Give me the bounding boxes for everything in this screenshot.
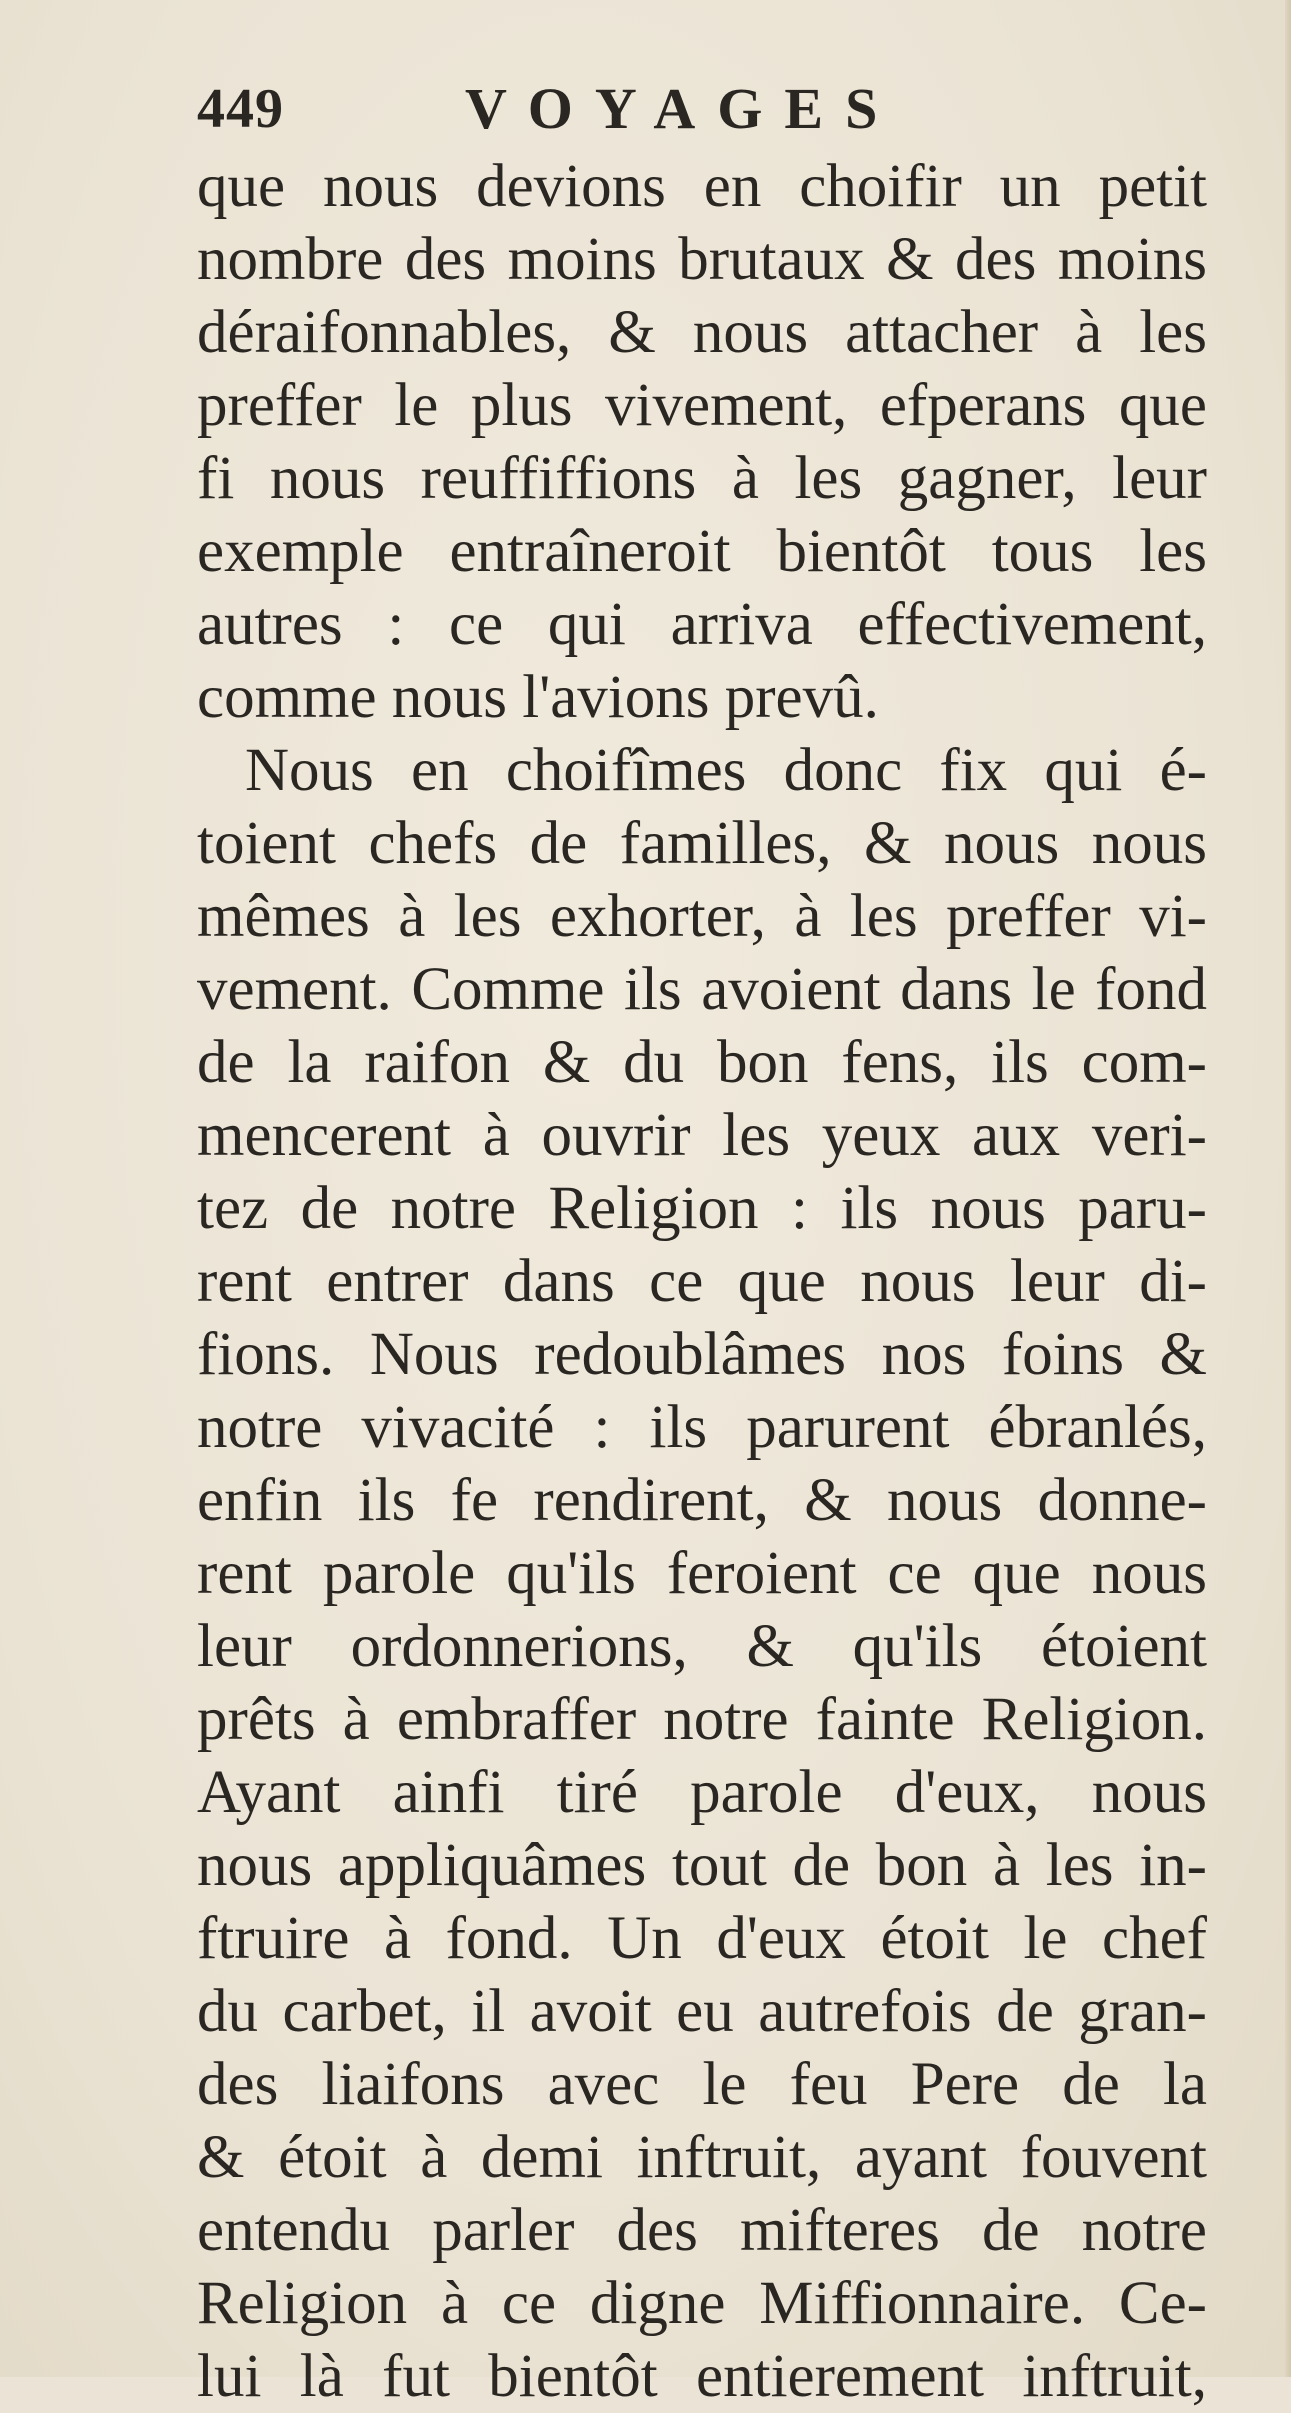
page-header: [197, 74, 1097, 144]
text-line: nous appliquâmes tout de bon à les in-: [197, 1832, 1207, 1899]
text-line: fi nous reuffiffions à les gagner, leur: [197, 445, 1207, 512]
text-line: mêmes à les exhorter, à les preffer vi-: [197, 883, 1207, 950]
text-line: des liaifons avec le feu Pere de la: [197, 2051, 1207, 2118]
text-line: entendu parler des mifteres de notre: [197, 2197, 1207, 2264]
page-number: 449: [197, 78, 284, 140]
body-text: [197, 150, 1207, 2413]
text-line: Religion à ce digne Miffionnaire. Ce-: [197, 2270, 1207, 2337]
text-line: rent parole qu'ils feroient ce que nous: [197, 1540, 1207, 1607]
text-line: prêts à embraffer notre fainte Religion.: [197, 1686, 1207, 1753]
text-line: mencerent à ouvrir les yeux aux veri-: [197, 1102, 1207, 1169]
text-line: rent entrer dans ce que nous leur di-: [197, 1248, 1207, 1315]
text-line: ftruire à fond. Un d'eux étoit le chef: [197, 1905, 1207, 1972]
page-edge: [1285, 0, 1291, 2377]
text-line: lui là fut bientôt entierement inftruit,: [197, 2343, 1207, 2410]
text-line: & étoit à demi inftruit, ayant fouvent: [197, 2124, 1207, 2191]
text-line: autres : ce qui arriva effectivement,: [197, 591, 1207, 658]
text-line: tez de notre Religion : ils nous paru-: [197, 1175, 1207, 1242]
text-line: Nous en choifîmes donc fix qui é-: [245, 737, 1207, 804]
text-line: toient chefs de familles, & nous nous: [197, 810, 1207, 877]
text-line: leur ordonnerions, & qu'ils étoient: [197, 1613, 1207, 1680]
text-line: du carbet, il avoit eu autrefois de gran-: [197, 1978, 1207, 2045]
text-line: enfin ils fe rendirent, & nous donne-: [197, 1467, 1207, 1534]
text-line: fions. Nous redoublâmes nos foins &: [197, 1321, 1207, 1388]
text-line: nombre des moins brutaux & des moins: [197, 226, 1207, 293]
text-line: notre vivacité : ils parurent ébranlés,: [197, 1394, 1207, 1461]
running-title: VOYAGES: [465, 76, 900, 141]
text-line: que nous devions en choifir un petit: [197, 153, 1207, 220]
text-line: vement. Comme ils avoient dans le fond: [197, 956, 1207, 1023]
text-line: Ayant ainfi tiré parole d'eux, nous: [197, 1759, 1207, 1826]
text-line: comme nous l'avions prevû.: [197, 664, 879, 731]
text-line: preffer le plus vivement, efperans que: [197, 372, 1207, 439]
text-line: exemple entraîneroit bientôt tous les: [197, 518, 1207, 585]
text-line: de la raifon & du bon fens, ils com-: [197, 1029, 1207, 1096]
text-line: déraifonnables, & nous attacher à les: [197, 299, 1207, 366]
